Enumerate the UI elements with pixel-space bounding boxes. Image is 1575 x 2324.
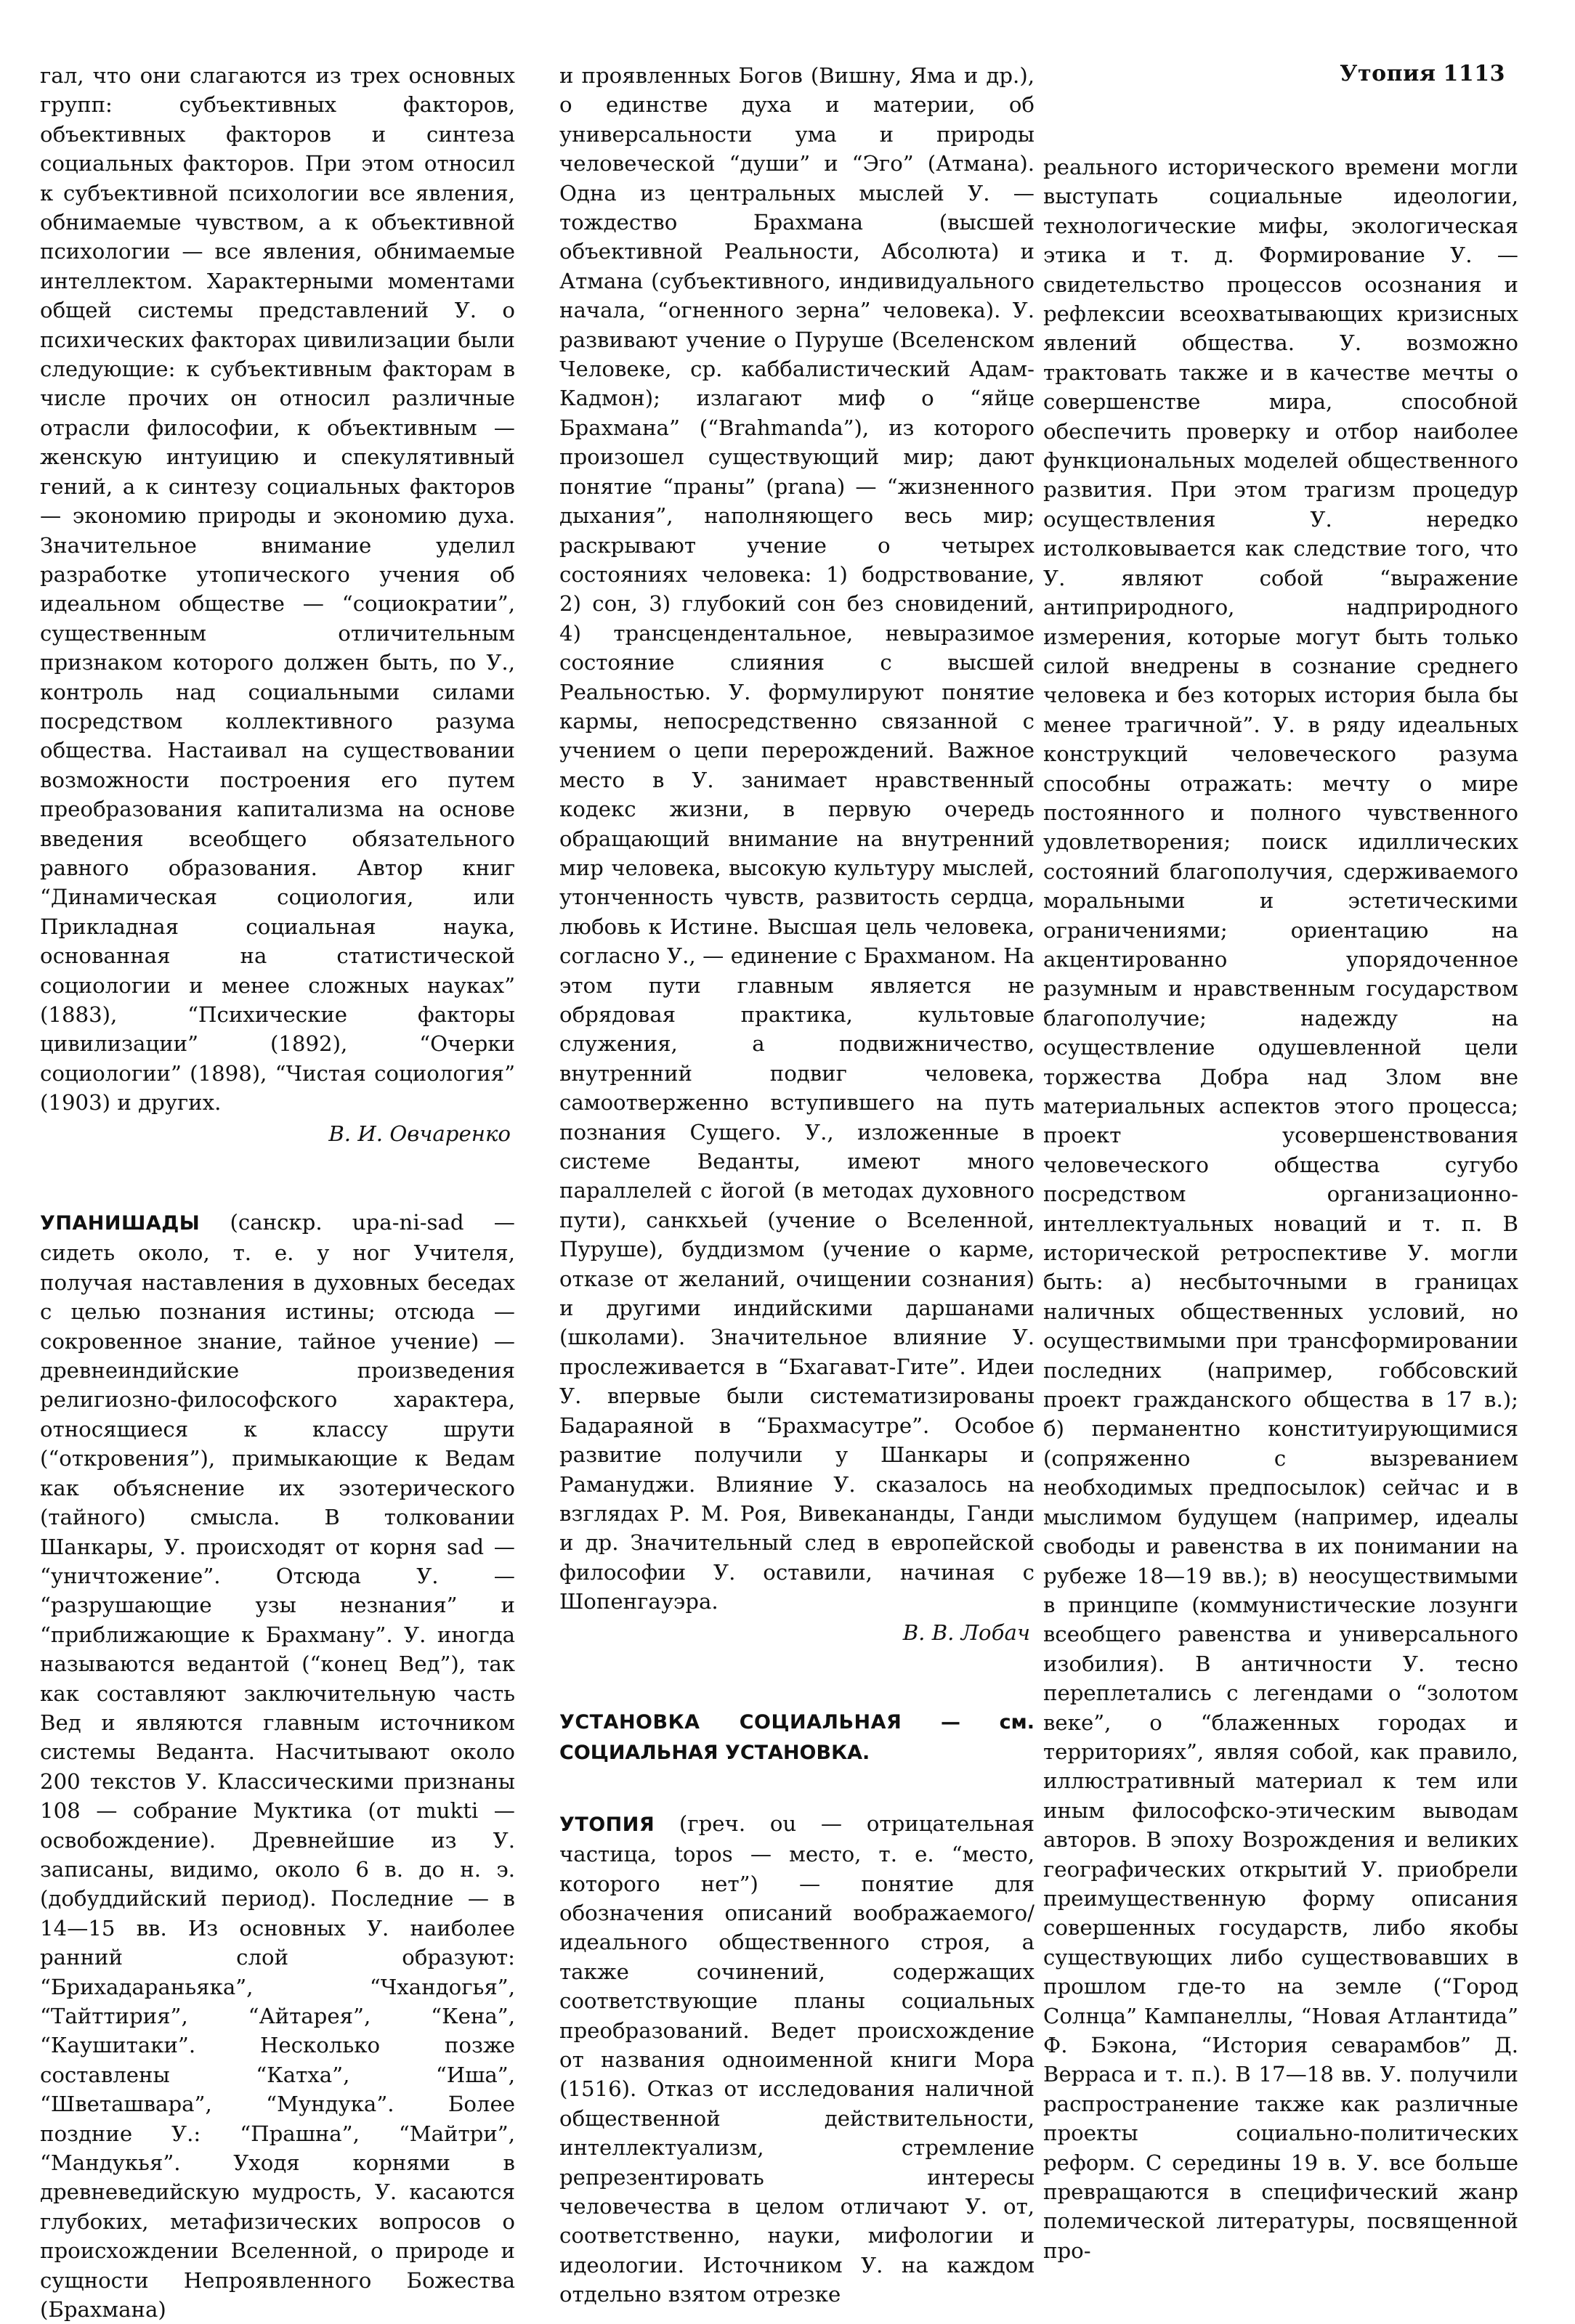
running-header xyxy=(1340,61,1505,86)
entry-heading: УТОПИЯ xyxy=(559,1813,655,1836)
column-3 xyxy=(1043,153,1518,2265)
running-header-title: Утопия xyxy=(1340,61,1436,86)
entry-text: (греч. ou — отрицательная частица, topos — место, т. е. “место, которого нет”) — понятие для обозначения описаний воображаемого/идеального общественного строя, а также сочинений, содержащих соответствующие планы социальных преобразований. Ведет происхождение от названия одноименной книги Мора (1516). Отказ от исследования наличной общественной действительности, интеллектуализм, стремление репрезентировать интересы человечества в целом отличают У. от, соответственно, науки, мифологии и идеологии. Источником У. на каждом отдельно взятом отрезке xyxy=(559,1811,1035,2307)
entry-text: (санскр. upa-ni-sad — сидеть около, т. е. у ног Учителя, получая наставления в духовных беседах с целью познания истины; отсюда — сокровенное знание, тайное учение) — древнеиндийские произведения религиозно-философского характера, относящиеся к классу шрути (“откровения”), примыкающие к Ведам как объяснение их эзотерического (тайного) смысла. В толковании Шанкары, У. происходят от корня sad — “уничтожение”. Отсюда У. — “разрушающие узы незнания” и “приближающие к Брахману”. У. иногда называются ведантой (“конец Вед”), так как составляют заключительную часть Вед и являются главным источником системы Веданта. Насчитывают около 200 текстов У. Классическими признаны 108 — собрание Муктика (от mukti — освобождение). Древнейшие из У. записаны, видимо, около 6 в. до н. э. (добуддийский период). Последние — в 14—15 вв. Из основных У. наиболее ранний слой образуют: “Брихадараньяка”, “Чхандогья”, “Тайттирия”, “Айтарея”, “Кена”, “Каушитаки”. Несколько позже составлены “Катха”, “Иша”, “Шветашвара”, “Мундука”. Более поздние У.: “Прашна”, “Майтри”, “Мандукья”. Уходя корнями в древневедийскую мудрость, У. касаются глубоких, метафизических вопросов о происхождении Вселенной, о природе и сущности Непроявленного Божества (Брахмана) xyxy=(40,1210,515,2323)
column-1 xyxy=(40,61,515,2324)
author-signature: В. В. Лобач xyxy=(902,1620,1030,1645)
page-number: 1113 xyxy=(1443,61,1505,86)
ustanovka-entry xyxy=(559,1707,1035,1768)
ward-article-end: гал, что они слагаются из трех основных групп: субъективных факторов, объективных факторов и синтеза социальных факторов. При этом относил к субъективной психологии все явления, обнимаемые чувством, а к объективной психологии — все явления, обнимаемые интеллектом. Характерными моментами общей системы представлений У. о психических факторах цивилизации были следующие: к субъективным факторам в числе прочих он относил различные отрасли философии, к объективным — женскую интуицию и спекулятивный гений, а к синтезу социальных факторов — экономию природы и экономию духа. Значительное внимание уделил разработке утопического учения об идеальном обществе — “социократии”, существенным отличительным признаком которого должен быть, по У., контроль над социальными силами посредством коллективного разума общества. Настаивал на существовании возможности построения его путем преобразования капитализма на основе введения всеобщего обязательного равного образования. Автор книг “Динамическая социология, или Прикладная социальная наука, основанная на статистической социологии и менее сложных науках” (1883), “Психические факторы цивилизации” (1892), “Очерки социологии” (1898), “Чистая социология” (1903) и других. xyxy=(40,63,515,1116)
entry-see: — см. xyxy=(902,1710,1035,1734)
utopia-article xyxy=(559,1809,1035,2309)
utopia-article-cont: реального исторического времени могли выступать социальные идеологии, технологические мифы, экологическая этика и т. д. Формирование У. — свидетельство процессов осознания и рефлексии всеохватывающих кризисных явлений общества. У. возможно трактовать также и в качестве мечты о совершенстве мира, способной обеспечить проверку и отбор наиболее функциональных моделей общественного развития. При этом трагизм процедур осуществления У. нередко истолковывается как следствие того, что У. являют собой “выражение антиприродного, надприродного измерения, которые могут быть только силой внедрены в сознание среднего человека и без которых история была бы менее трагичной”. У. в ряду идеальных конструкций человеческого разума способны отражать: мечту о мире постоянного и полного чувственного удовлетворения; поиск идиллических состояний благополучия, сдерживаемого моральными и эстетическими ограничениями; ориентацию на акцентированно упорядоченное разумным и нравственным государством благополучие; надежду на осуществление одушевленной цели торжества Добра над Злом вне материальных аспектов этого процесса; проект усовершенствования человеческого общества сугубо посредством организационно-интеллектуальных новаций и т. п. В исторической ретроспективе У. могли быть: а) несбыточными в границах наличных общественных условий, но осуществимыми при трансформировании последних (например, гоббсовский проект гражданского общества в 17 в.); б) перманентно конституирующимися (сопряженно с вызреванием необходимых предпосылок) сейчас и в мыслимом будущем (например, идеалы свободы и равенства в их понимании на рубеже 18—19 вв.); в) неосуществимыми в принципе (коммунистические лозунги всеобщего равенства и универсального изобилия). В античности У. тесно переплетались с легендами о “золотом веке”, о “блаженных городах и территориях”, являя собой, как правило, иллюстративный материал к тем или иным философско-этическим выводам авторов. В эпоху Возрождения и великих географических открытий У. приобрели преимущественную форму описания совершенных государств, либо якобы существующих либо существовавших в прошлом где-то на земле (“Город Солнца” Кампанеллы, “Новая Атлантида” Ф. Бэкона, “История севарамбов” Д. Верраса и т. п.). В 17—18 вв. У. получили распространение также как различные проекты социально-политических реформ. С середины 19 в. У. все больше превращаются в специфический жанр полемической литературы, посвященной про- xyxy=(1043,155,1518,2263)
upanishady-article xyxy=(40,1208,515,2324)
column-2 xyxy=(559,61,1035,2309)
entry-heading: УСТАНОВКА СОЦИАЛЬНАЯ xyxy=(559,1710,902,1734)
entry-heading: УПАНИШАДЫ xyxy=(40,1212,201,1235)
cross-reference: СОЦИАЛЬНАЯ УСТАНОВКА. xyxy=(559,1742,870,1765)
author-signature: В. И. Овчаренко xyxy=(328,1121,511,1146)
upanishady-article-cont: и проявленных Богов (Вишну, Яма и др.), о единстве духа и материи, об универсальности ума и природы человеческой “души” и “Эго” (Атмана). Одна из центральных мыслей У. — тождество Брахмана (высшей объективной Реальности, Абсолюта) и Атмана (субъективного, индивидуального начала, “огненного зерна” человека). У. развивают учение о Пуруше (Вселенском Человеке, ср. каббалистический Адам-Кадмон); излагают миф о “яйце Брахмана” (“Brahmanda”), из которого произошел существующий мир; дают понятие “праны” (prana) — “жизненного дыхания”, наполняющего весь мир; раскрывают учение о четырех состояниях человека: 1) бодрствование, 2) сон, 3) глубокий сон без сновидений, 4) трансцендентальное, невыразимое состояние слияния с высшей Реальностью. У. формулируют понятие кармы, непосредственно связанной с учением о цепи перерождений. Важное место в У. занимает нравственный кодекс жизни, в первую очередь обращающий внимание на внутренний мир человека, высокую культуру мыслей, утонченность чувств, развитость сердца, любовь к Истине. Высшая цель человека, согласно У., — единение с Брахманом. На этом пути главным является не обрядовая практика, культовые служения, а подвижничество, внутренний подвиг человека, самоотверженно вступившего на путь познания Сущего. У., изложенные в системе Веданты, имеют много параллелей с йогой (в методах духовного пути), санкхьей (учение о Вселенной, Пуруше), буддизмом (учение о карме, отказе от желаний, очищении сознания) и другими индийскими даршанами (школами). Значительное влияние У. прослеживается в “Бхагават-Гите”. Идеи У. впервые были систематизированы Бадараяной в “Брахмасутре”. Особое развитие получили у Шанкары и Рамануджи. Влияние У. сказалось на взглядах Р. М. Роя, Вивекананды, Ганди и др. Значительный след в европейской философии У. оставили, начиная с Шопенгауэра. xyxy=(559,63,1035,1614)
